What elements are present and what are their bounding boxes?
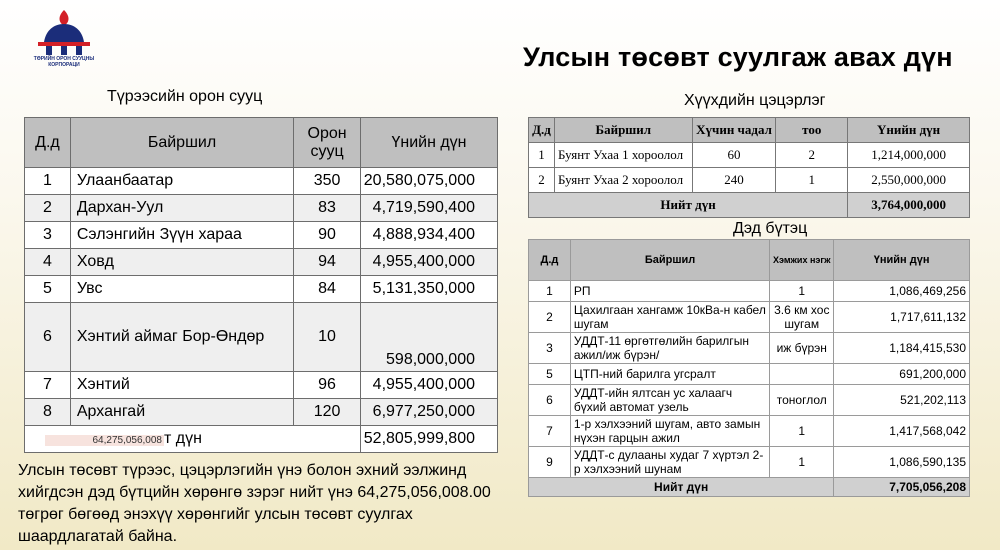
cell-location: Буянт Ухаа 2 хороолол [554,168,692,193]
cell-index: 5 [529,364,571,385]
cell-location: РП [570,281,769,302]
cell-index: 1 [529,281,571,302]
cell-unit: 1 [770,447,834,478]
cell-unit: тоноглол [770,385,834,416]
table-row [25,276,498,303]
cell-capacity: 60 [692,143,776,168]
table-row [25,249,498,276]
col-header-index: Д.д [25,118,71,168]
total-label: Нийт дүн [529,193,848,218]
cell-price: 20,580,075,000 [360,168,497,195]
cell-unit: иж бүрэн [770,333,834,364]
cell-location: Хэнтий [70,372,293,399]
cell-price: 521,202,113 [834,385,970,416]
cell-count: 1 [776,168,848,193]
cell-index: 3 [25,222,71,249]
cell-location: 1-р хэлхээний шугам, авто замын нүхэн гарцын ажил [570,416,769,447]
table-row [529,143,970,168]
cell-unit: 1 [770,281,834,302]
cell-location: УДДТ-11 өргөтгөлийн барилгын ажил/иж бүрэн/ [570,333,769,364]
col-header-price: Үнийн дүн [848,118,970,143]
table-row [25,399,498,426]
total-value: 52,805,999,800 [360,426,497,453]
cell-index: 7 [25,372,71,399]
cell-housing: 83 [294,195,361,222]
col-header-index: Д.д [529,118,555,143]
cell-housing: 84 [294,276,361,303]
cell-price: 4,955,400,000 [360,249,497,276]
cell-price: 1,184,415,530 [834,333,970,364]
cell-index: 1 [25,168,71,195]
cell-index: 2 [25,195,71,222]
cell-price: 598,000,000 [360,303,497,372]
cell-location: Ховд [70,249,293,276]
kindergarten-table [528,117,970,218]
cell-price: 1,417,568,042 [834,416,970,447]
table-row [25,195,498,222]
col-header-housing: Орон сууц [294,118,361,168]
cell-housing: 10 [294,303,361,372]
table-row [529,416,970,447]
cell-index: 2 [529,168,555,193]
cell-index: 1 [529,143,555,168]
total-row [529,193,970,218]
logo-caption: ТӨРИЙН ОРОН СУУЦНЫ КОРПОРАЦИ [33,56,95,68]
col-header-price: Үнийн дүн [834,240,970,281]
summary-text: Улсын төсөвт түрээс, цэцэрлэгийн үнэ болон эхний ээлжинд хийгдсэн дэд бүтцийн хөрөнгө зэрэг нийт үнэ 64,275,056,008.00 төгрөг бөгөөд энэхүү хөрөнгийг улсын төсөвт суулгах шаардлагатай байна. [18,462,491,545]
total-value: 3,764,000,000 [848,193,970,218]
cell-price: 4,888,934,400 [360,222,497,249]
cell-housing: 94 [294,249,361,276]
cell-location: УДДТ-ийн ялтсан ус халаагч бүхий автомат узель [570,385,769,416]
cell-price: 1,086,590,135 [834,447,970,478]
table-row [529,302,970,333]
total-value: 7,705,056,208 [834,478,970,497]
col-header-location: Байршил [70,118,293,168]
cell-housing: 90 [294,222,361,249]
table-row [25,303,498,372]
col-header-location: Байршил [554,118,692,143]
cell-index: 6 [25,303,71,372]
cell-location: УДДТ-с дулааны худаг 7 хүртэл 2-р хэлхээний шунам [570,447,769,478]
table-row [25,372,498,399]
table-row [25,222,498,249]
cell-location: Увс [70,276,293,303]
table-header-row [529,118,970,143]
table-header-row [25,118,498,168]
cell-price: 5,131,350,000 [360,276,497,303]
col-header-index: Д.д [529,240,571,281]
col-header-capacity: Хүчин чадал [692,118,776,143]
cell-index: 5 [25,276,71,303]
infrastructure-table-title: Дэд бүтэц [733,220,808,237]
total-row [529,478,970,497]
cell-price: 4,719,590,400 [360,195,497,222]
cell-location: Буянт Ухаа 1 хороолол [554,143,692,168]
corporation-logo [24,8,104,68]
cell-count: 2 [776,143,848,168]
total-label-cell [25,426,361,453]
cell-price: 1,717,611,132 [834,302,970,333]
table-row [529,281,970,302]
table-row [529,385,970,416]
cell-unit: 3.6 км хос шугам [770,302,834,333]
table-row [529,168,970,193]
page-title: Улсын төсөвт суулгаж авах дүн [523,42,953,72]
cell-index: 6 [529,385,571,416]
cell-unit [770,364,834,385]
cell-location: ЦТП-ний барилга угсралт [570,364,769,385]
table-row [529,333,970,364]
total-overlay-number: 64,275,056,008 [45,435,164,446]
cell-index: 3 [529,333,571,364]
cell-unit: 1 [770,416,834,447]
rental-housing-table [24,117,498,453]
col-header-count: тоо [776,118,848,143]
table-row [529,447,970,478]
cell-index: 4 [25,249,71,276]
kindergarten-table-title: Хүүхдийн цэцэрлэг [684,92,826,109]
rental-table-title: Түрээсийн орон сууц [107,88,263,105]
table-row [25,168,498,195]
table-row [529,364,970,385]
cell-housing: 350 [294,168,361,195]
cell-price: 691,200,000 [834,364,970,385]
cell-housing: 96 [294,372,361,399]
cell-housing: 120 [294,399,361,426]
cell-location: Дархан-Уул [70,195,293,222]
cell-location: Хэнтий аймаг Бор-Өндөр [70,303,293,372]
cell-price: 4,955,400,000 [360,372,497,399]
col-header-price: Үнийн дүн [360,118,497,168]
cell-index: 9 [529,447,571,478]
cell-price: 1,214,000,000 [848,143,970,168]
cell-location: Архангай [70,399,293,426]
cell-index: 2 [529,302,571,333]
cell-index: 8 [25,399,71,426]
cell-index: 7 [529,416,571,447]
cell-capacity: 240 [692,168,776,193]
cell-price: 2,550,000,000 [848,168,970,193]
col-header-location: Байршил [570,240,769,281]
total-label: т дүн [164,430,202,447]
cell-location: Цахилгаан хангамж 10кВа-н кабел шугам [570,302,769,333]
cell-location: Сэлэнгийн Зүүн хараа [70,222,293,249]
total-row [25,426,498,453]
total-label: Нийт дүн [529,478,834,497]
logo-emblem-icon [24,8,104,56]
cell-price: 6,977,250,000 [360,399,497,426]
infrastructure-table [528,239,970,497]
col-header-unit: Хэмжих нэгж [770,240,834,281]
cell-location: Улаанбаатар [70,168,293,195]
table-header-row [529,240,970,281]
cell-price: 1,086,469,256 [834,281,970,302]
